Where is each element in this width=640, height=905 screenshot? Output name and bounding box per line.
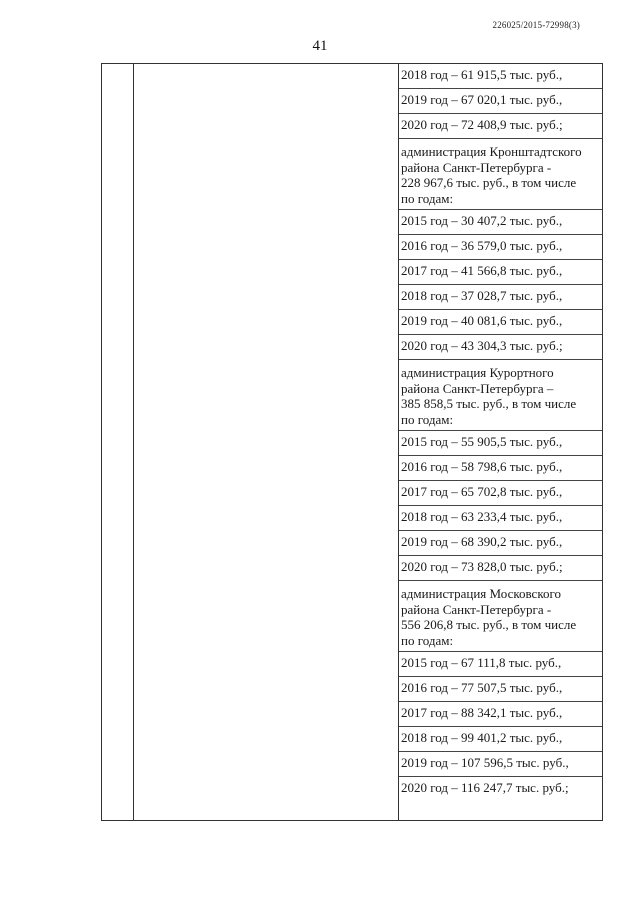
budget-table — [101, 63, 603, 821]
administration-heading-line: района Санкт-Петербурга – — [401, 380, 554, 396]
administration-heading-line: администрация Московского — [401, 586, 561, 601]
year-amount-row: 2015 год – 55 905,5 тыс. руб., — [399, 431, 602, 456]
year-amount-row: 2016 год – 36 579,0 тыс. руб., — [399, 235, 602, 260]
administration-heading-line: администрация Курортного — [401, 365, 554, 380]
year-amount-row: 2020 год – 72 408,9 тыс. руб.; — [399, 114, 602, 139]
year-amount-row: 2020 год – 43 304,3 тыс. руб.; — [399, 335, 602, 360]
year-amount-row: 2018 год – 63 233,4 тыс. руб., — [399, 506, 602, 531]
year-amount-row: 2015 год – 67 111,8 тыс. руб., — [399, 652, 602, 677]
administration-heading-line: 385 858,5 тыс. руб., в том числе — [401, 396, 577, 411]
administration-heading-line: 556 206,8 тыс. руб., в том числе — [401, 617, 577, 632]
year-amount-row: 2018 год – 61 915,5 тыс. руб., — [399, 64, 602, 89]
year-amount-row: 2019 год – 67 020,1 тыс. руб., — [399, 89, 602, 114]
administration-heading-line: района Санкт-Петербурга - — [401, 601, 552, 617]
administration-heading-line: 228 967,6 тыс. руб., в том числе — [401, 175, 577, 190]
year-amount-row: 2017 год – 88 342,1 тыс. руб., — [399, 702, 602, 727]
year-amount-row: 2016 год – 58 798,6 тыс. руб., — [399, 456, 602, 481]
document-code: 226025/2015-72998(3) — [492, 20, 580, 30]
year-amount-row: 2020 год – 116 247,7 тыс. руб.; — [401, 780, 569, 795]
page-number: 41 — [312, 38, 328, 54]
year-amount-row: 2016 год – 77 507,5 тыс. руб., — [399, 677, 602, 702]
year-amount-row: 2017 год – 41 566,8 тыс. руб., — [399, 260, 602, 285]
funding-column — [399, 64, 602, 820]
administration-heading-line: по годам: — [401, 411, 454, 427]
year-amount-row: 2018 год – 99 401,2 тыс. руб., — [399, 727, 602, 752]
year-amount-row: 2019 год – 68 390,2 тыс. руб., — [399, 531, 602, 556]
administration-heading-row — [399, 360, 602, 431]
year-amount-row: 2019 год – 107 596,5 тыс. руб., — [399, 752, 602, 777]
administration-heading-line: по годам: — [401, 632, 454, 648]
column-divider — [133, 64, 134, 820]
administration-heading-row — [399, 581, 602, 652]
year-amount-row: 2015 год – 30 407,2 тыс. руб., — [399, 210, 602, 235]
administration-heading-row — [399, 139, 602, 210]
administration-heading-line: по годам: — [401, 190, 454, 206]
administration-heading-line: района Санкт-Петербурга - — [401, 159, 552, 175]
year-amount-row: 2020 год – 73 828,0 тыс. руб.; — [399, 556, 602, 581]
year-amount-row: 2018 год – 37 028,7 тыс. руб., — [399, 285, 602, 310]
year-amount-row: 2017 год – 65 702,8 тыс. руб., — [399, 481, 602, 506]
year-amount-row: 2019 год – 40 081,6 тыс. руб., — [399, 310, 602, 335]
administration-heading-line: администрация Кронштадтского — [401, 144, 582, 159]
